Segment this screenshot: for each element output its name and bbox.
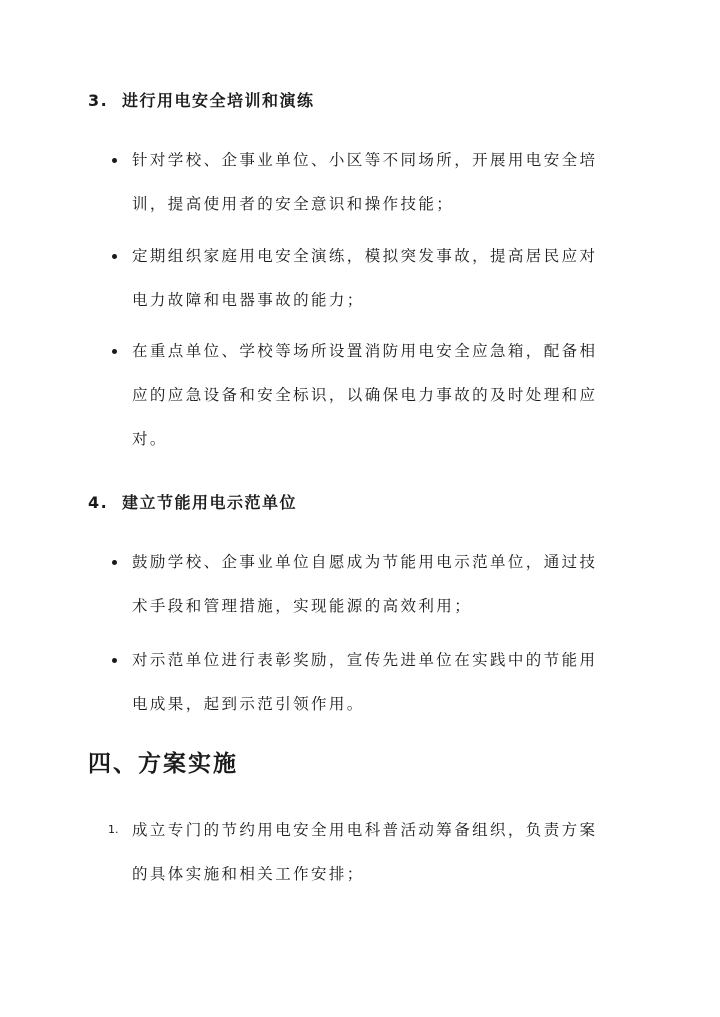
section-3-bullet-3 — [132, 329, 628, 461]
section-4-bullet-2 — [132, 638, 628, 726]
section-3-title: 进行用电安全培训和演练 — [122, 91, 315, 110]
bullet-line: 在重点单位、学校等场所设置消防用电安全应急箱，配备相 — [132, 342, 598, 360]
list-item-line: 的具体实施和相关工作安排； — [132, 865, 365, 883]
list-number: 1. — [108, 823, 119, 836]
section-3-bullet-1 — [132, 138, 628, 226]
bullet-line: 电力故障和电器事故的能力； — [132, 291, 365, 309]
bullet-line: 应的应急设备和安全标识，以确保电力事故的及时处理和应 — [132, 386, 598, 404]
list-item-line: 成立专门的节约用电安全用电科普活动筹备组织，负责方案 — [132, 821, 598, 839]
bullet-icon — [112, 349, 117, 354]
section-3-bullet-2 — [132, 234, 628, 322]
bullet-line: 术手段和管理措施，实现能源的高效利用； — [132, 597, 473, 615]
chapter-4-numbered-item-1 — [108, 808, 628, 896]
bullet-line: 定期组织家庭用电安全演练，模拟突发事故，提高居民应对 — [132, 247, 598, 265]
bullet-line: 对。 — [132, 430, 168, 448]
section-4-bullet-1 — [132, 540, 628, 628]
bullet-icon — [112, 560, 117, 565]
section-3-number: 3. — [88, 91, 109, 110]
chapter-heading: 四、方案实施 — [88, 751, 238, 777]
section-4-heading — [88, 490, 297, 513]
bullet-icon — [112, 658, 117, 663]
bullet-line: 训，提高使用者的安全意识和操作技能； — [132, 195, 455, 213]
bullet-line: 针对学校、企事业单位、小区等不同场所，开展用电安全培 — [132, 151, 598, 169]
section-4-title: 建立节能用电示范单位 — [122, 493, 298, 512]
bullet-line: 对示范单位进行表彰奖励，宣传先进单位在实践中的节能用 — [132, 651, 598, 669]
bullet-line: 鼓励学校、企事业单位自愿成为节能用电示范单位，通过技 — [132, 553, 598, 571]
bullet-icon — [112, 254, 117, 259]
section-4-number: 4. — [88, 493, 109, 512]
bullet-icon — [112, 158, 117, 163]
section-3-heading — [88, 88, 315, 111]
bullet-line: 电成果，起到示范引领作用。 — [132, 695, 365, 713]
